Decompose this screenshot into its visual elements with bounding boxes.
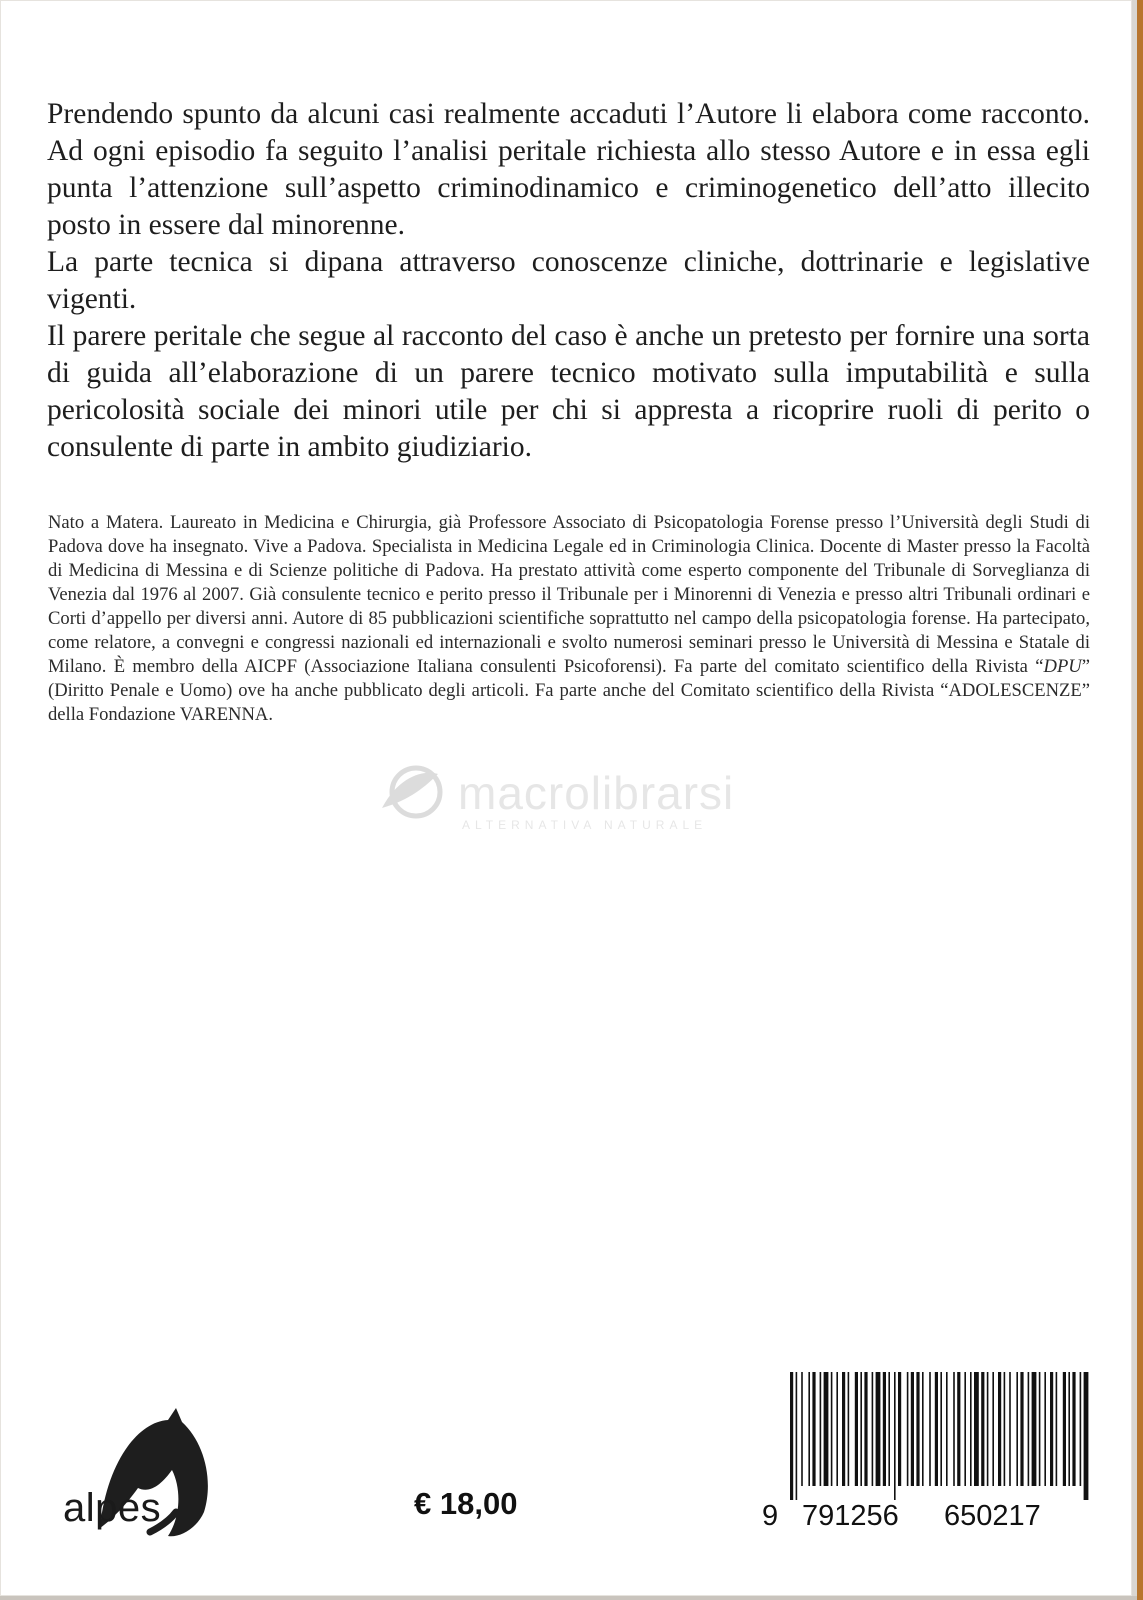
- barcode-bar: [848, 1372, 850, 1486]
- barcode-bar: [987, 1372, 989, 1486]
- barcode-bar: [940, 1372, 942, 1486]
- barcode-bars: [790, 1372, 1090, 1500]
- blurb-paragraph-3: Il parere peritale che segue al racconto del caso è anche un pretesto per fornire una sorta di guida all’elaborazione di un parere tecnico motivato sulla imputabilità e sulla pericolosità sociale dei minori utile per chi si appresta a ricoprire ruoli di perito o consulente di parte in ambito giudiziario.: [47, 320, 1090, 463]
- barcode-bar: [1039, 1372, 1041, 1486]
- barcode-bar: [1080, 1372, 1082, 1486]
- barcode-bar: [1032, 1372, 1037, 1486]
- author-bio: [48, 511, 1090, 727]
- barcode-bar: [907, 1372, 909, 1486]
- barcode-bar: [831, 1372, 833, 1486]
- barcode-bar: [1063, 1372, 1066, 1486]
- publisher-logo: [60, 1408, 230, 1558]
- barcode-bar: [898, 1372, 901, 1486]
- barcode-bar: [801, 1372, 803, 1486]
- barcode-bar: [946, 1372, 948, 1486]
- barcode-bar: [935, 1372, 938, 1486]
- isbn-prefix: 9: [762, 1500, 779, 1532]
- barcode-bar: [998, 1372, 1001, 1486]
- barcode-bar: [1084, 1372, 1089, 1500]
- barcode-bar: [824, 1372, 829, 1486]
- barcode-bar: [922, 1372, 924, 1486]
- publisher-name: alpes: [63, 1486, 162, 1530]
- barcode-bar: [964, 1372, 966, 1486]
- barcode-bar: [808, 1372, 810, 1486]
- barcode-bar: [1056, 1372, 1058, 1486]
- barcode-bar: [1020, 1372, 1023, 1486]
- barcode-bar: [992, 1372, 994, 1486]
- barcode-bar: [1044, 1372, 1046, 1486]
- barcode-bar: [953, 1372, 955, 1486]
- leaf-logo-icon: [378, 764, 448, 822]
- watermark-name: macrolibrarsi: [458, 767, 735, 819]
- blurb-paragraph-1: Prendendo spunto da alcuni casi realmente accaduti l’Autore li elabora come racconto. Ad ogni episodio fa seguito l’analisi peritale richiesta allo stesso Autore e in essa egli punta l’attenzione sull’aspetto criminodinamico e criminogenetico dell’atto illecito posto in essere dal minorenne.: [47, 98, 1090, 241]
- barcode-bar: [883, 1372, 886, 1486]
- barcode-bar: [790, 1372, 793, 1500]
- barcode: [762, 1372, 1092, 1530]
- barcode-bar: [1028, 1372, 1030, 1486]
- barcode-bar: [836, 1372, 838, 1486]
- spine-edge: [1137, 0, 1143, 1600]
- barcode-bar: [796, 1372, 798, 1500]
- barcode-bar: [820, 1372, 822, 1486]
- barcode-bar: [981, 1372, 984, 1486]
- blurb-paragraph-2: La parte tecnica si dipana attraverso conoscenze cliniche, dottrinarie e legislative vigenti.: [47, 246, 1090, 315]
- bio-text-start: Nato a Matera. Laureato in Medicina e Chirurgia, già Professore Associato di Psicopatologia Forense presso l’Università degli Studi di Padova dove ha insegnato. Vive a Padova. Specialista in Medicina Legale ed in Criminologia Clinica. Docente di Master presso la Facoltà di Medicina di Messina e di Scienze politiche di Padova. Ha prestato attività come esperto componente del Tribunale di Sorveglianza di Venezia dal 1976 al 2007. Già consulente tecnico e perito presso il Tribunale per i Minorenni di Venezia e presso altri Tribunali ordinari e Corti d’appello per diversi anni. Autore di 85 pubblicazioni scientifiche soprattutto nel campo della psicopatologia forense. Ha partecipato, come relatore, a convegni e congressi nazionali ed internazionali e svolto numerosi seminari presso le Università di Messina e Statale di Milano. È membro della AICPF (Associazione Italiana consulenti Psicoforensi). Fa parte del comitato scientifico della Rivista “: [48, 512, 1090, 677]
- barcode-bar: [860, 1372, 862, 1486]
- blurb: [47, 96, 1090, 466]
- barcode-bar: [1068, 1372, 1070, 1486]
- barcode-bar: [974, 1372, 979, 1486]
- price-label: € 18,00: [414, 1486, 518, 1521]
- barcode-bar: [970, 1372, 972, 1486]
- isbn-number: [762, 1500, 1092, 1530]
- barcode-bar: [929, 1372, 931, 1486]
- author-bio-text: [48, 511, 1090, 727]
- barcode-bar: [872, 1372, 874, 1486]
- barcode-bar: [842, 1372, 845, 1486]
- barcode-bar: [1004, 1372, 1006, 1486]
- barcode-bar: [916, 1372, 919, 1486]
- journal-name: DPU: [1043, 656, 1082, 677]
- barcode-bar: [957, 1372, 960, 1486]
- barcode-bar: [1009, 1372, 1011, 1486]
- barcode-bar: [855, 1372, 858, 1486]
- barcode-bar: [812, 1372, 815, 1486]
- bio-text-end: ” (Diritto Penale e Uomo) ove ha anche pubblicato degli articoli. Fa parte anche del Comitato scientifico della Rivista “ADOLESCENZE” della Fondazione VARENNA.: [48, 656, 1090, 725]
- isbn-right-group: 650217: [944, 1500, 1041, 1532]
- isbn-left-group: 791256: [802, 1500, 899, 1532]
- barcode-bar: [888, 1372, 890, 1486]
- barcode-bar: [911, 1372, 914, 1486]
- barcode-bar: [1016, 1372, 1018, 1486]
- barcode-bar: [1072, 1372, 1075, 1486]
- barcode-bar: [876, 1372, 881, 1486]
- barcode-bar: [864, 1372, 867, 1486]
- barcode-bar: [894, 1372, 896, 1500]
- barcode-bar: [1050, 1372, 1053, 1486]
- watermark-tagline: ALTERNATIVA NATURALE: [462, 818, 708, 832]
- watermark: [378, 764, 778, 834]
